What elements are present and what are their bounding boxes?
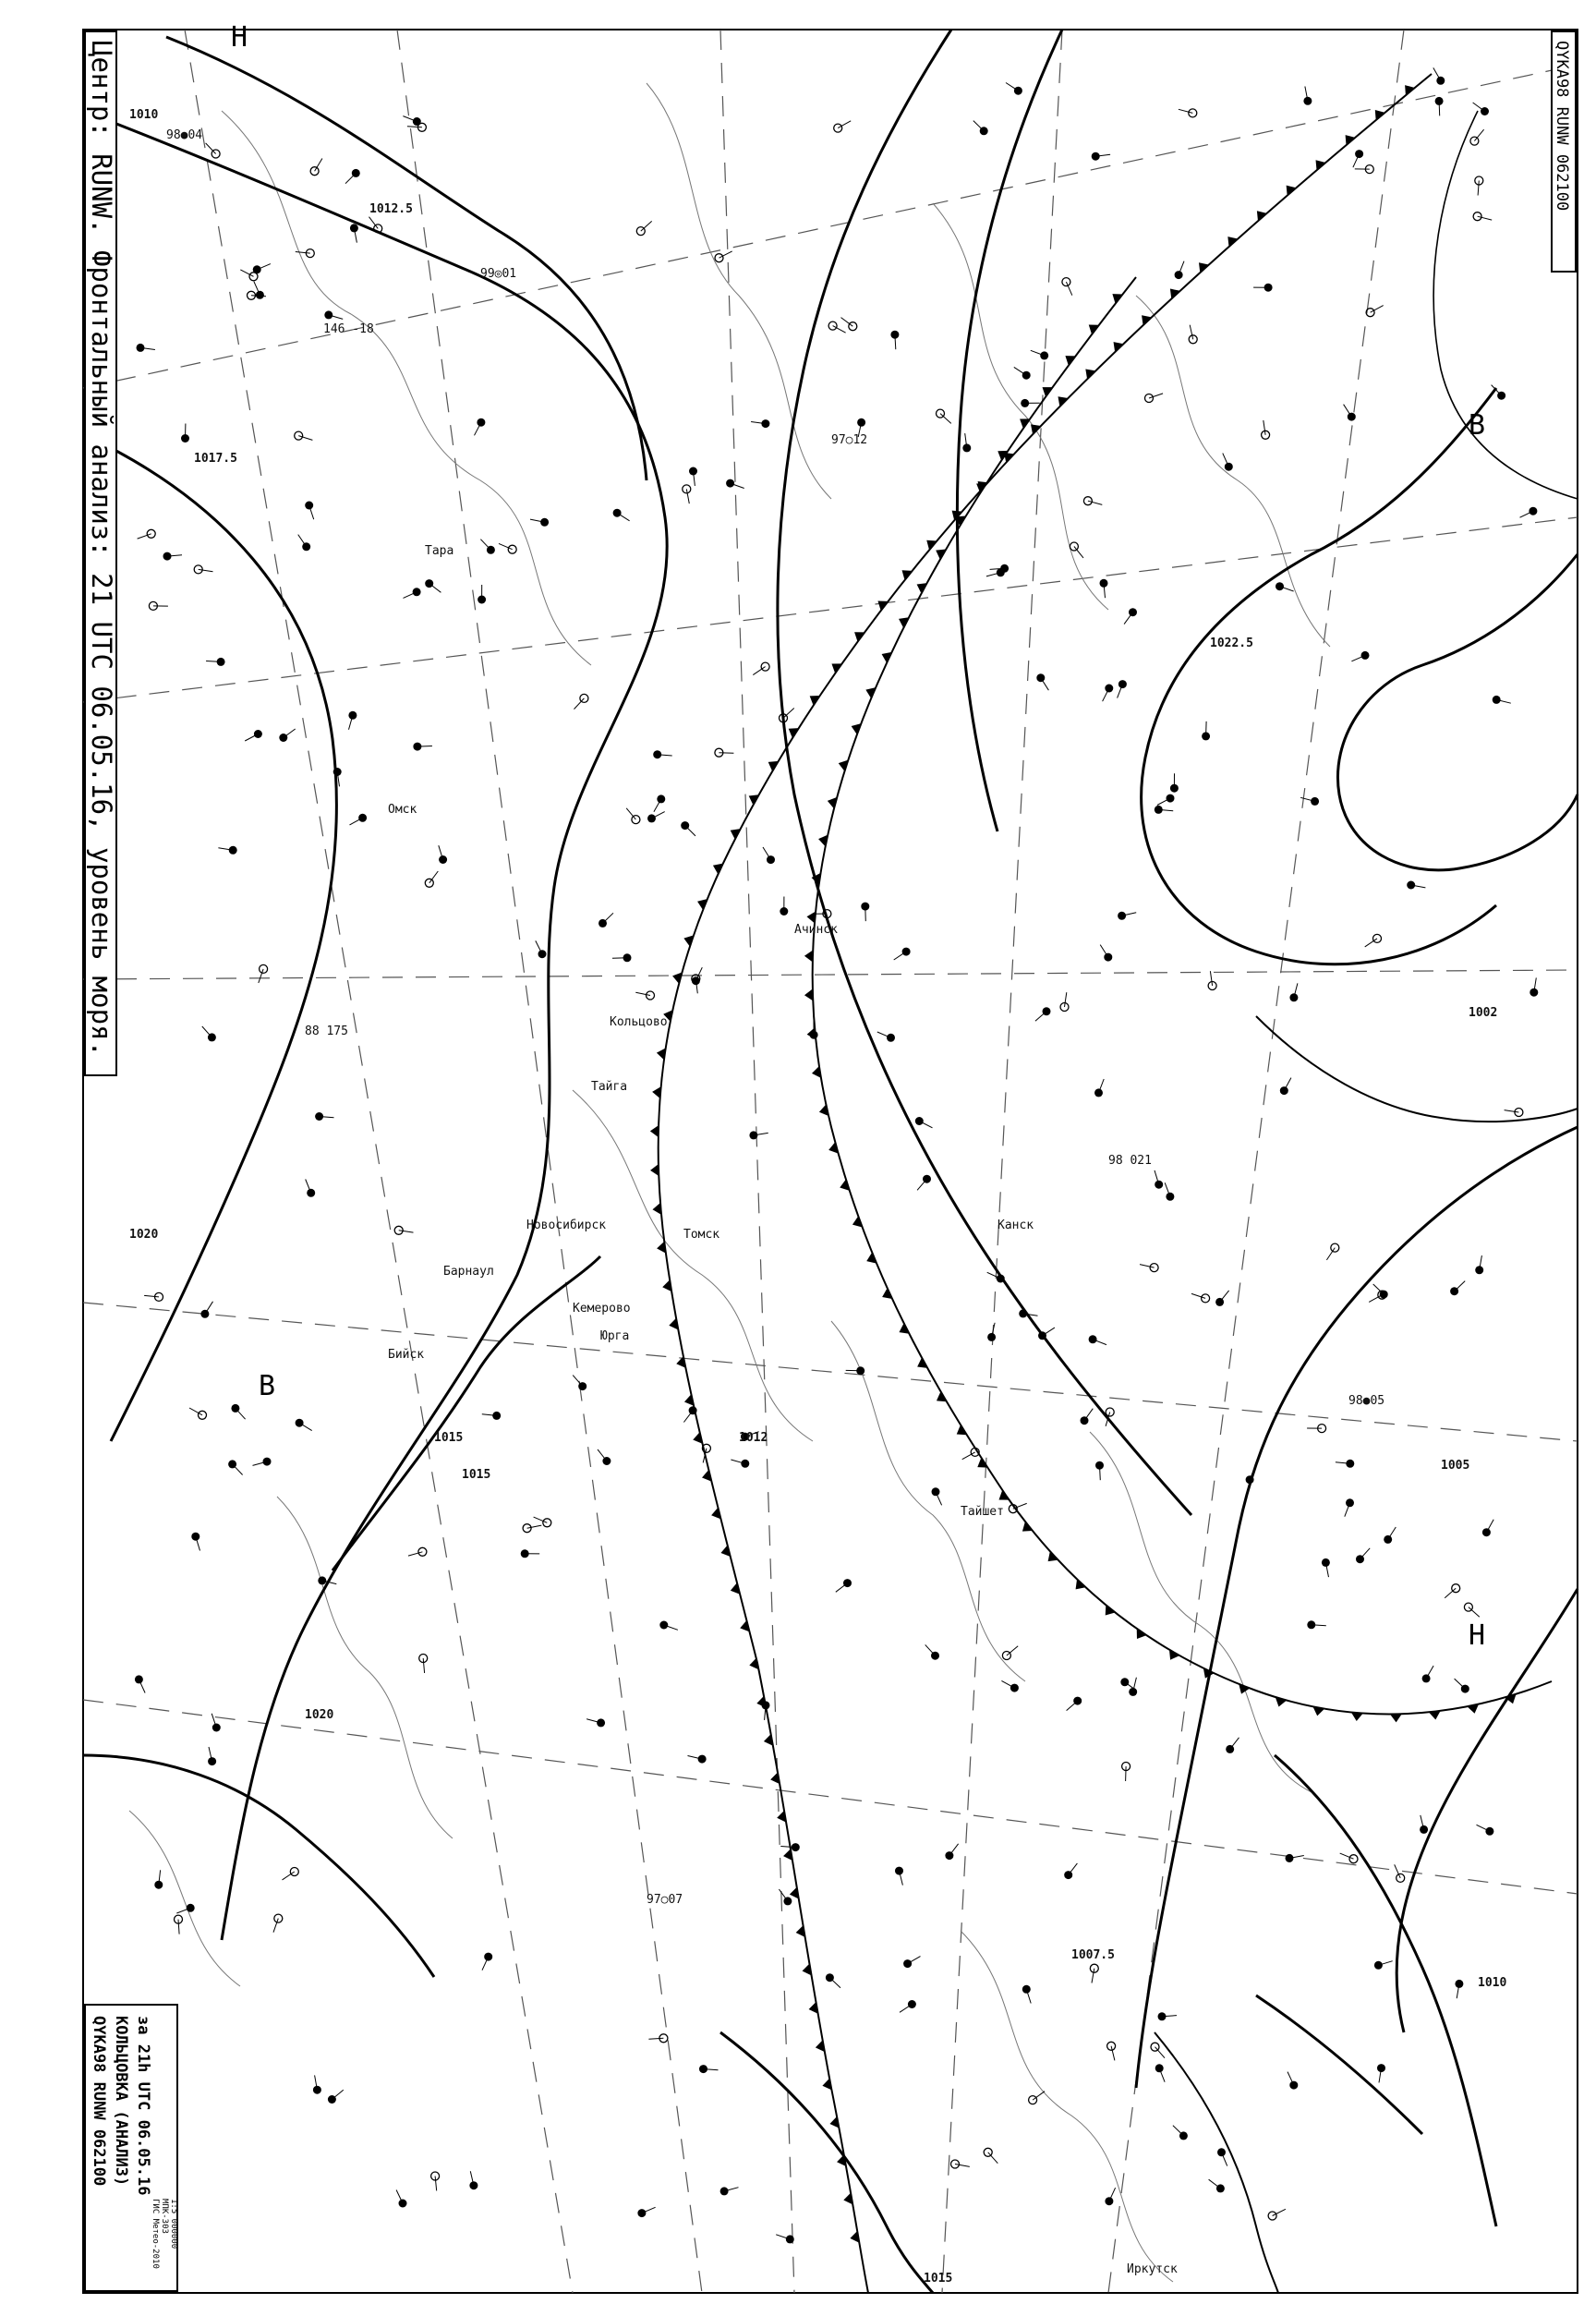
front-triangle xyxy=(806,912,816,924)
wind-barb xyxy=(499,543,513,549)
front-triangle xyxy=(1346,135,1356,145)
wind-barb xyxy=(841,318,853,327)
coordinate-grid xyxy=(83,30,1578,2293)
info-line-time: за 21h UTC 06.05.16 xyxy=(134,2016,152,2195)
front-triangle xyxy=(1351,1713,1363,1721)
low-pressure-center: Н xyxy=(1469,1619,1485,1652)
credit-unit: МПК-303 xyxy=(160,2199,169,2234)
wind-barb xyxy=(865,906,866,921)
wind-barb xyxy=(1388,1527,1396,1539)
wind-barb xyxy=(908,1957,921,1964)
low-pressure-center: Н xyxy=(231,21,248,54)
wind-barb xyxy=(1190,325,1193,340)
front-triangle xyxy=(1227,236,1238,247)
wind-barb xyxy=(1264,420,1265,435)
wind-barb xyxy=(1006,83,1018,91)
info-box xyxy=(85,2005,178,2291)
city-label: Тайга xyxy=(591,1080,627,1094)
isobar-label: 1015 xyxy=(924,2272,952,2286)
city-label: Иркутск xyxy=(1127,2262,1178,2276)
front-triangle xyxy=(926,540,937,551)
wind-barb xyxy=(940,414,951,424)
isobar-label: 1017.5 xyxy=(194,452,237,466)
wind-barb xyxy=(1014,367,1026,375)
isobar-label: 1015 xyxy=(434,1431,463,1445)
wind-barb xyxy=(1124,612,1132,625)
wind-barb xyxy=(900,2005,912,2013)
front-triangle xyxy=(1375,110,1385,120)
front-triangle xyxy=(917,583,927,593)
city-label: Новосибирск xyxy=(526,1219,606,1232)
station-label: 98 021 xyxy=(1108,1154,1152,1168)
front-triangle xyxy=(653,1203,662,1215)
wind-barb xyxy=(626,808,635,819)
wind-barb xyxy=(635,992,650,995)
front-triangle xyxy=(917,1358,927,1368)
wind-barb xyxy=(1013,1503,1027,1509)
wind-barb xyxy=(894,952,906,960)
front-triangle xyxy=(1048,1551,1058,1561)
isobars xyxy=(83,30,1578,2293)
front-symbols xyxy=(650,85,1517,2243)
front-triangle xyxy=(1085,370,1095,380)
wind-barb xyxy=(345,173,356,183)
wind-barb xyxy=(1360,1548,1371,1559)
wind-barb xyxy=(1126,1766,1127,1781)
pressure-centers xyxy=(231,21,1485,1652)
front-triangle xyxy=(1031,424,1041,434)
wind-barb xyxy=(296,252,310,254)
wind-barb xyxy=(1065,992,1067,1007)
wind-barb xyxy=(1478,181,1479,196)
front-triangle xyxy=(1058,396,1068,406)
info-line-code: QYKA98 RUNW 062100 xyxy=(90,2016,108,2186)
wind-barb xyxy=(573,1376,583,1387)
wind-barb xyxy=(683,1411,693,1423)
wind-barb xyxy=(1074,547,1083,558)
station-label: 97○07 xyxy=(647,1893,683,1907)
front-triangle xyxy=(1287,186,1297,196)
station-label: 88 175 xyxy=(305,1025,348,1038)
front-triangle xyxy=(804,988,813,1000)
credit-scale: 1:5 000000 xyxy=(169,2199,178,2249)
wind-barb xyxy=(1473,103,1485,112)
wind-barb xyxy=(1433,67,1441,80)
front-triangle xyxy=(1405,85,1415,95)
wind-barb xyxy=(763,847,771,860)
front-triangle xyxy=(1429,1711,1441,1720)
front-triangle xyxy=(1169,1650,1179,1660)
front-triangle xyxy=(650,1164,659,1176)
city-label: Юрга xyxy=(600,1329,629,1343)
wind-barb xyxy=(417,746,432,747)
station-plots xyxy=(135,67,1538,2243)
map-title: Центр: RUNW. Фронтальный анализ: 21 UTC 06.05.16, уровень моря. xyxy=(86,41,117,1057)
front-triangle xyxy=(899,1323,909,1333)
wind-barb xyxy=(1155,2047,1166,2058)
isobar-label: 1002 xyxy=(1469,1006,1497,1020)
city-label: Ачинск xyxy=(794,923,838,937)
wind-barb xyxy=(1230,1738,1239,1750)
station-label: 99◎01 xyxy=(480,267,516,281)
wind-barb xyxy=(480,540,490,551)
city-label: Кольцово xyxy=(610,1015,668,1029)
wind-barb xyxy=(332,2090,343,2099)
front-triangle xyxy=(899,617,909,627)
wind-barb xyxy=(1220,1291,1229,1303)
front-triangle xyxy=(1390,1714,1402,1722)
front-triangle xyxy=(652,1086,660,1098)
city-label: Канск xyxy=(998,1219,1034,1232)
front-triangle xyxy=(1316,160,1326,170)
wind-barb xyxy=(1084,1409,1093,1421)
front-triangle xyxy=(657,1242,666,1254)
wind-barb xyxy=(1426,1666,1433,1679)
station-label: 146 -18 xyxy=(323,322,374,336)
wind-barb xyxy=(527,1525,542,1528)
wind-barb xyxy=(1035,1012,1046,1021)
wind-barb xyxy=(1505,1110,1519,1112)
wind-barb xyxy=(1206,722,1207,736)
front-triangle xyxy=(650,1125,659,1137)
wind-barb xyxy=(917,1179,926,1190)
wind-barb xyxy=(1007,1646,1018,1655)
front-triangle xyxy=(1257,211,1267,221)
bulletin-code: QYKA98 RUNW 062100 xyxy=(1553,41,1571,211)
wind-barb xyxy=(925,1644,936,1655)
wind-barb xyxy=(199,569,213,571)
wind-barb xyxy=(534,1517,548,1522)
wind-barb xyxy=(1340,1853,1354,1859)
station-label: 97○12 xyxy=(831,433,867,447)
isobar-label: 1010 xyxy=(1478,1976,1506,1990)
wind-barb xyxy=(298,535,307,547)
wind-barb xyxy=(1043,1328,1055,1336)
wind-barb xyxy=(973,121,984,131)
city-label: Барнаул xyxy=(443,1265,494,1279)
wind-barb xyxy=(988,2152,998,2164)
wind-barb xyxy=(783,709,794,719)
wind-barb xyxy=(1445,1588,1456,1598)
front-triangle xyxy=(731,829,741,839)
isobar-label: 1012.5 xyxy=(369,202,413,216)
wind-barb xyxy=(1210,971,1212,986)
city-label: Тара xyxy=(425,544,453,558)
front-triangle xyxy=(1170,289,1180,299)
wind-barb xyxy=(236,1408,246,1419)
wind-barb xyxy=(1209,2179,1221,2189)
city-label: Тайшет xyxy=(961,1505,1004,1519)
high-pressure-center: В xyxy=(259,1370,275,1402)
wind-barb xyxy=(1455,1281,1466,1291)
title-box xyxy=(85,31,117,1075)
wind-barb xyxy=(205,1302,213,1315)
wind-barb xyxy=(1067,1701,1078,1711)
geographic-outlines xyxy=(129,83,1330,2282)
isobar-label: 1007.5 xyxy=(1071,1948,1115,1962)
wind-barb xyxy=(955,2165,970,2167)
wind-barb xyxy=(423,1658,424,1673)
front-triangle xyxy=(804,950,813,962)
wind-barb xyxy=(648,2038,663,2039)
wind-barb xyxy=(641,221,652,231)
wind-barb xyxy=(435,2177,437,2191)
isobar-label: 1010 xyxy=(129,108,158,122)
wind-barb xyxy=(719,753,733,754)
wind-barb xyxy=(829,1978,840,1988)
station-dot xyxy=(229,846,237,855)
isobar-label: 1005 xyxy=(1441,1459,1469,1473)
wind-barb xyxy=(1140,1265,1155,1268)
wind-barb xyxy=(369,217,379,229)
map-border xyxy=(83,30,1578,2293)
isobar-label: 1015 xyxy=(462,1468,490,1482)
city-label: Кемерово xyxy=(573,1302,631,1316)
isobar-label: 1020 xyxy=(305,1708,333,1722)
wind-barb xyxy=(1092,1969,1094,1983)
wind-barb xyxy=(144,1295,159,1297)
front-triangle xyxy=(1142,315,1152,325)
wind-barb xyxy=(779,1889,788,1901)
wind-barb xyxy=(617,513,630,521)
front-triangle xyxy=(1076,1579,1086,1589)
wind-barb xyxy=(1455,1679,1466,1689)
wind-barb xyxy=(686,489,689,503)
wind-barb xyxy=(612,958,627,959)
wind-barb xyxy=(178,1920,179,1934)
code-box xyxy=(1552,31,1576,272)
wind-barb xyxy=(206,143,216,154)
wind-barb xyxy=(284,729,296,738)
isobar-label: 1022.5 xyxy=(1210,637,1253,650)
wind-barb xyxy=(574,698,585,709)
wind-barb xyxy=(603,913,614,923)
wind-barb xyxy=(429,584,441,593)
wind-barb xyxy=(1474,129,1483,140)
info-line-station: КОЛЬЦОВКА (АНАЛИЗ) xyxy=(112,2016,130,2186)
wind-barb xyxy=(598,1449,607,1461)
city-label: Томск xyxy=(683,1228,719,1242)
isobar-label: 1020 xyxy=(129,1228,158,1242)
credit-software: ГИС Метео-2010 xyxy=(151,2199,160,2269)
wind-barb xyxy=(1041,678,1049,691)
front-triangle xyxy=(749,794,759,805)
wind-barb xyxy=(1344,405,1352,417)
city-label: Омск xyxy=(388,803,417,817)
station-sample-labels xyxy=(166,128,1384,1907)
wind-barb xyxy=(836,1583,848,1593)
front-triangle xyxy=(1199,262,1209,273)
wind-barb xyxy=(299,1423,312,1430)
isobar-labels xyxy=(129,108,1506,2286)
wind-barb xyxy=(685,826,695,836)
city-label: Бийск xyxy=(388,1348,424,1362)
isobar-label: 1012 xyxy=(739,1431,768,1445)
front-triangle xyxy=(936,550,946,560)
city-labels xyxy=(388,544,1178,2276)
wind-barb xyxy=(1100,945,1108,958)
wind-barb xyxy=(399,1231,414,1232)
wind-barb xyxy=(1069,1863,1078,1875)
wind-barb xyxy=(233,1464,243,1475)
wind-barb xyxy=(1439,101,1440,115)
wind-barb xyxy=(202,1026,212,1037)
wind-barb xyxy=(1173,2126,1184,2136)
high-pressure-center: В xyxy=(1469,409,1485,442)
wind-barb xyxy=(949,1844,959,1856)
front-triangle xyxy=(1114,342,1124,352)
station-label: 98●04 xyxy=(166,128,202,142)
wind-barb xyxy=(1469,1607,1480,1618)
station-label: 98●05 xyxy=(1348,1394,1384,1408)
